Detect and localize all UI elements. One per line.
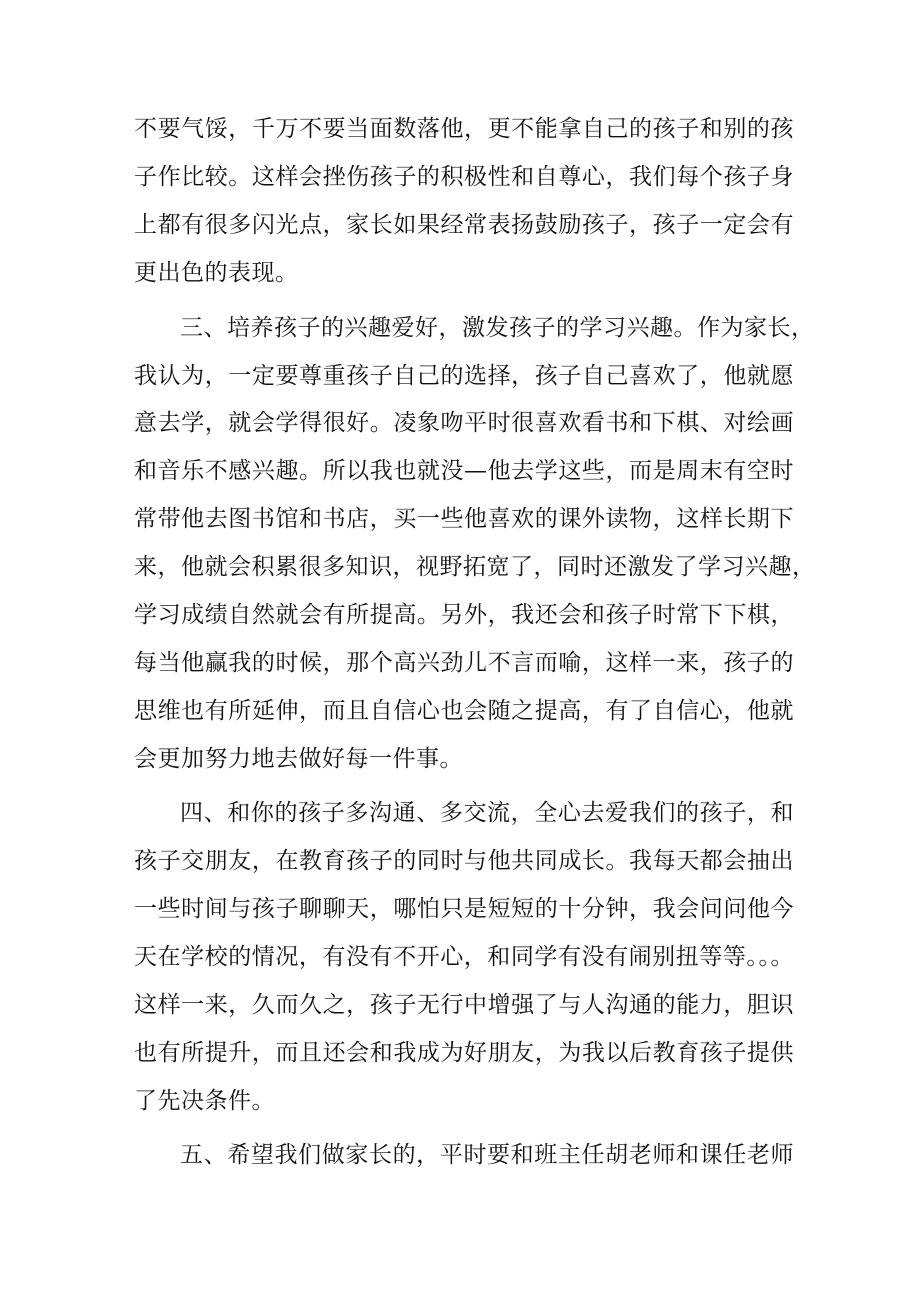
text-line: 一些时间与孩子聊聊天，哪怕只是短短的十分钟，我会问问他今	[134, 896, 794, 922]
text-line: 这样一来，久而久之，孩子无行中增强了与人沟通的能力，胆识	[134, 992, 794, 1018]
text-line: 更出色的表现。	[134, 260, 299, 286]
text-line: 常带他去图书馆和书店，买一些他喜欢的课外读物，这样长期下	[134, 506, 794, 532]
text-line: 也有所提升，而且还会和我成为好朋友，为我以后教育孩子提供	[134, 1040, 794, 1066]
text-line: 我认为，一定要尊重孩子自己的选择，孩子自己喜欢了，他就愿	[134, 363, 794, 389]
paragraph-heading-3: 三、培养孩子的兴趣爱好，激发孩子的学习兴趣。作为家长，	[180, 315, 815, 341]
text-line: 每当他赢我的时候，那个高兴劲儿不言而喻，这样一来，孩子的	[134, 650, 794, 676]
text-line: 学习成绩自然就会有所提高。另外，我还会和孩子时常下下棋，	[134, 602, 794, 628]
paragraph-heading-4: 四、和你的孩子多沟通、多交流，全心去爱我们的孩子，和	[180, 800, 794, 826]
text-line: 了先决条件。	[134, 1088, 275, 1114]
text-line: 和音乐不感兴趣。所以我也就没—他去学这些，而是周末有空时	[134, 458, 794, 484]
paragraph-heading-5: 五、希望我们做家长的，平时要和班主任胡老师和课任老师	[180, 1142, 794, 1168]
text-line: 子作比较。这样会挫伤孩子的积极性和自尊心，我们每个孩子身	[134, 164, 794, 190]
text-line: 不要气馁，千万不要当面数落他，更不能拿自己的孩子和别的孩	[134, 116, 794, 142]
text-line: 孩子交朋友，在教育孩子的同时与他共同成长。我每天都会抽出	[134, 848, 794, 874]
text-line: 来，他就会积累很多知识，视野拓宽了，同时还激发了学习兴趣，	[134, 554, 816, 580]
text-line: 思维也有所延伸，而且自信心也会随之提高，有了自信心，他就	[134, 698, 794, 724]
text-line: 会更加努力地去做好每一件事。	[134, 746, 463, 772]
text-line: 意去学，就会学得很好。凌象吻平时很喜欢看书和下棋、对绘画	[134, 410, 794, 436]
text-line: 上都有很多闪光点，家长如果经常表扬鼓励孩子，孩子一定会有	[134, 212, 794, 238]
text-line: 天在学校的情况，有没有不开心，和同学有没有闹别扭等等。。。	[134, 944, 794, 970]
